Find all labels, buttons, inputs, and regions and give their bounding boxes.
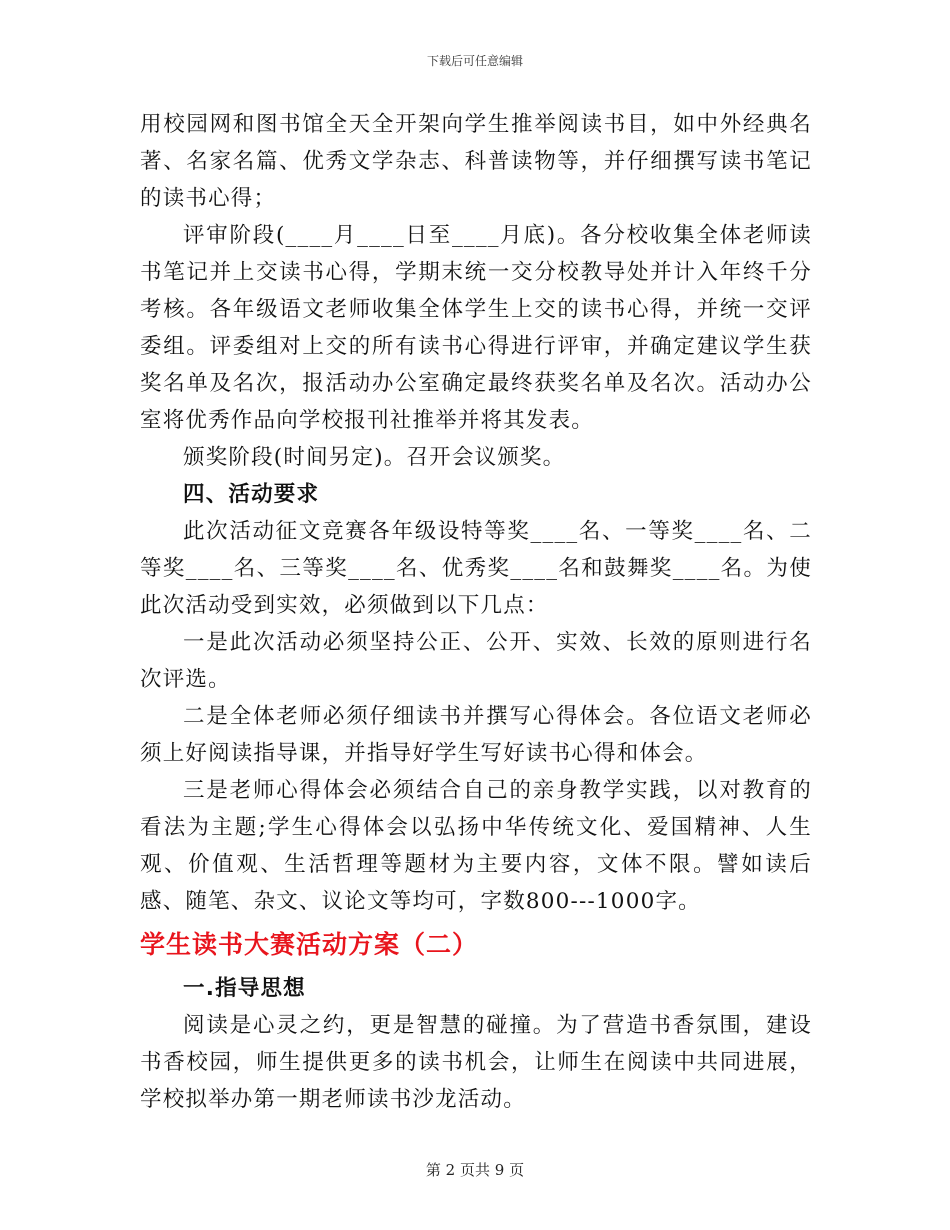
paragraph-continuation: 用校园网和图书馆全天全开架向学生推举阅读书目，如中外经典名著、名家名篇、优秀文学杂志、科普读物等，并仔细撰写读书笔记的读书心得； [140, 112, 812, 211]
paragraph-award-stage: 颁奖阶段(时间另定)。召开会议颁奖。 [183, 445, 566, 470]
paragraph-guiding-idea: 阅读是心灵之约，更是智慧的碰撞。为了营造书香氛围，建设书香校园，师生提供更多的读书机会，让师生在阅读中共同进展，学校拟举办第一期老师读书沙龙活动。 [140, 1013, 812, 1112]
paragraph-review-stage: 评审阶段(____月____日至____月底)。各分校收集全体老师读书笔记并上交读书心得，学期末统一交分校教导处并计入年终千分考核。各年级语文老师收集全体学生上交的读书心得，并统一交评委组。评委组对上交的所有读书心得进行评审，并确定建议学生获奖名单及名次，报活动办公室确定最终获奖名单及名次。活动办公室将优秀作品向学校报刊社推举并将其发表。 [140, 223, 812, 433]
page-header: 下载后可任意编辑 [426, 54, 523, 68]
document-body [140, 106, 812, 1118]
paragraph-point-three: 三是老师心得体会必须结合自己的亲身教学实践，以对教育的看法为主题;学生心得体会以弘扬中华传统文化、爱国精神、人生观、价值观、生活哲理等题材为主要内容，文体不限。譬如读后感、随笔、杂文、议论文等均可，字数800---1000字。 [140, 778, 812, 914]
document-title: 学生读书大赛活动方案（二） [140, 930, 479, 959]
page-footer: 第 2 页共 9 页 [425, 1161, 525, 1179]
paragraph-point-one: 一是此次活动必须坚持公正、公开、实效、长效的原则进行名次评选。 [140, 630, 812, 692]
section-heading-requirements: 四、活动要求 [183, 482, 320, 507]
section-heading-guiding-idea: 一.指导思想 [183, 976, 306, 1001]
paragraph-prizes: 此次活动征文竞赛各年级设特等奖____名、一等奖____名、二等奖____名、三等奖____名、优秀奖____名和鼓舞奖____名。为使此次活动受到实效，必须做到以下几点： [140, 519, 812, 618]
paragraph-point-two: 二是全体老师必须仔细读书并撰写心得体会。各位语文老师必须上好阅读指导课，并指导好学生写好读书心得和体会。 [140, 704, 812, 766]
